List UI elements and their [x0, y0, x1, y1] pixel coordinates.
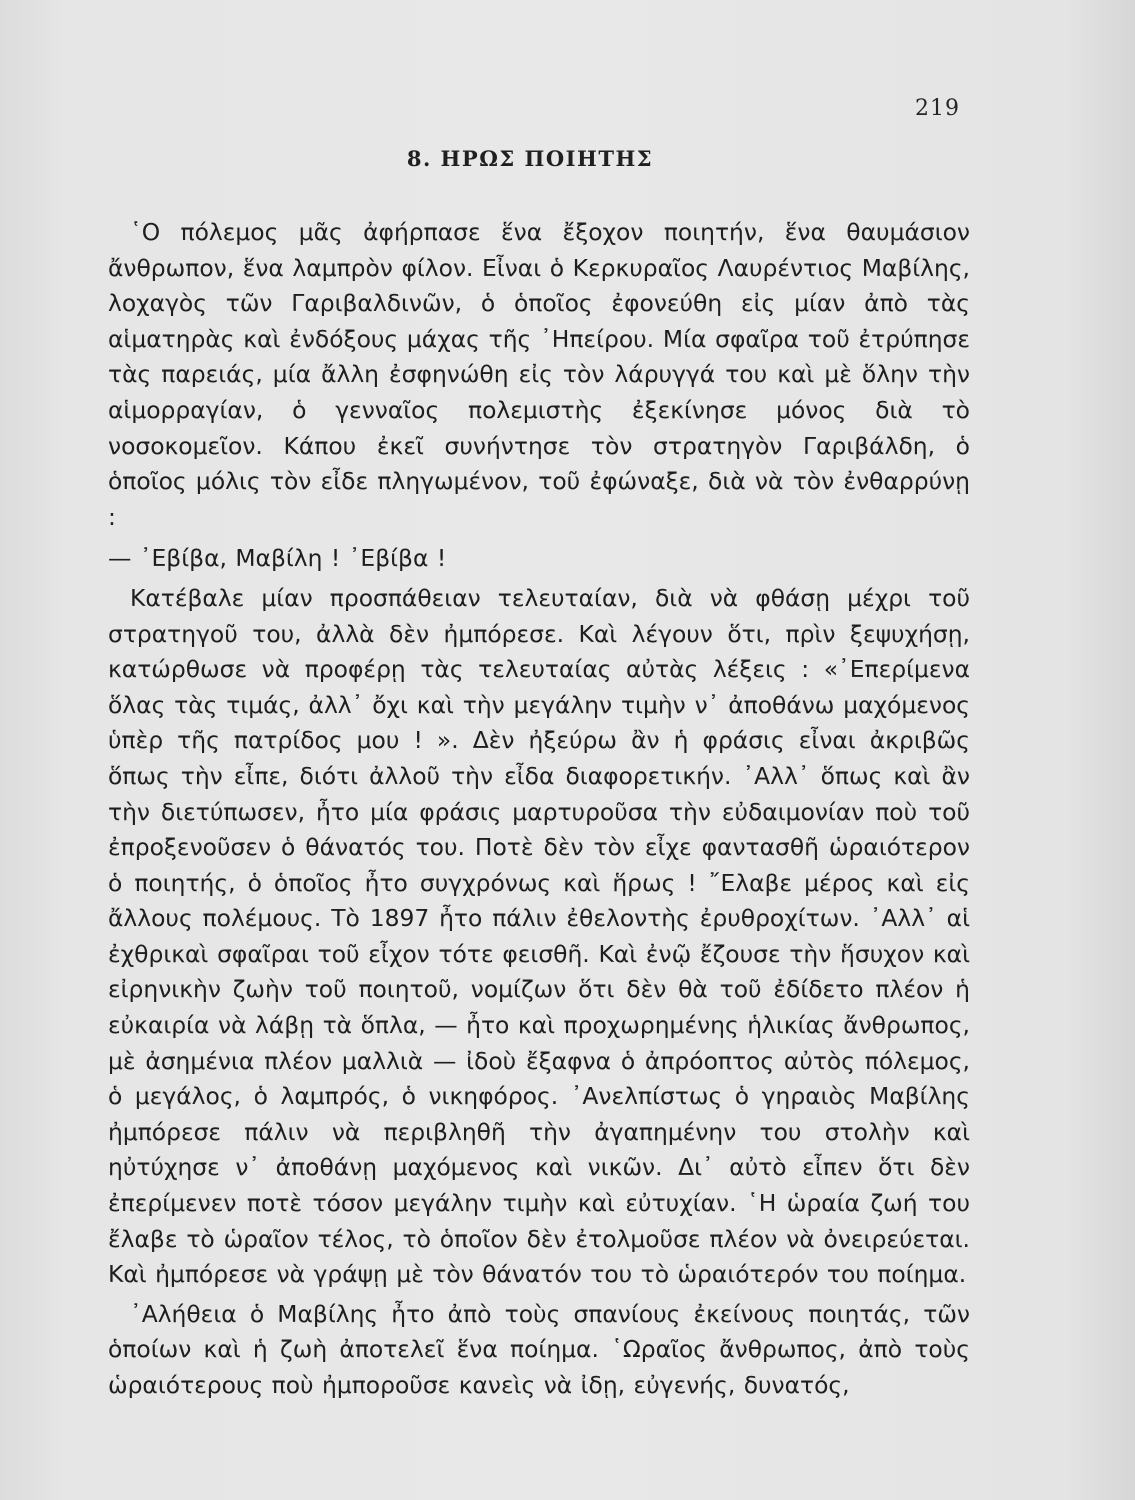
page-number: 219	[915, 96, 960, 121]
paragraph-3: ᾿Αλήθεια ὁ Μαβίλης ἦτο ἀπὸ τοὺς σπανίους ἐκείνους ποιητάς, τῶν ὁποίων καὶ ἡ ζωὴ ἀποτελεῖ ἕνα ποίημα. ῾Ωραῖος ἄνθρωπος, ἀπὸ τοὺς ὡραιότερους ποὺ ἠμποροῦσε κανεὶς νὰ ἰδῃ, εὐγενής, δυνατός,	[108, 1299, 970, 1399]
paragraph-1: ῾Ο πόλεμος μᾶς ἀφήρπασε ἕνα ἔξοχον ποιητήν, ἕνα θαυμάσιον ἄνθρωπον, ἕνα λαμπρὸν φίλον. Εἶναι ὁ Κερκυραῖος Λαυρέντιος Μαβίλης, λοχαγὸς τῶν Γαριβαλδινῶν, ὁ ὁποῖος ἐφονεύθη εἰς μίαν ἀπὸ τὰς αἱματηρὰς καὶ ἐνδόξους μάχας τῆς ᾿Ηπείρου. Μία σφαῖρα τοῦ ἐτρύπησε τὰς παρειάς, μία ἄλλη ἐσφηνώθη εἰς τὸν λάρυγγά του καὶ μὲ ὅλην τὴν αἱμορραγίαν, ὁ γενναῖος πολεμιστὴς ἐξεκίνησε μόνος διὰ τὸ νοσοκομεῖον. Κάπου ἐκεῖ συνήντησε τὸν στρατηγὸν Γαριβάλδη, ὁ ὁποῖος μόλις τὸν εἶδε πληγωμένον, τοῦ ἐφώναξε, διὰ νὰ τὸν ἐνθαρρύνῃ :	[108, 218, 970, 531]
paragraph-2: Κατέβαλε μίαν προσπάθειαν τελευταίαν, διὰ νὰ φθάσῃ μέχρι τοῦ στρατηγοῦ του, ἀλλὰ δὲν ἠμπόρεσε. Καὶ λέγουν ὅτι, πρὶν ξεψυχήσῃ, κατώρθωσε νὰ προφέρῃ τὰς τελευταίας αὐτὰς λέξεις : «᾿Επερίμενα ὅλας τὰς τιμάς, ἀλλ᾿ ὄχι καὶ τὴν μεγάλην τιμὴν ν᾿ ἀποθάνω μαχόμενος ὑπὲρ τῆς πατρίδος μου ! ». Δὲν ἠξεύρω ἂν ἡ φράσις εἶναι ἀκριβῶς ὅπως τὴν εἶπε, διότι ἀλλοῦ τὴν εἶδα διαφορετικήν. ᾿Αλλ᾿ ὅπως καὶ ἂν τὴν διετύπωσεν, ἦτο μία φράσις μαρτυροῦσα τὴν εὐδαιμονίαν ποὺ τοῦ ἐπροξενοῦσεν ὁ θάνατός του. Ποτὲ δὲν τὸν εἶχε φαντασθῆ ὡραιότερον ὁ ποιητής, ὁ ὁποῖος ἦτο συγχρόνως καὶ ἥρως ! ῎Ελαβε μέρος καὶ εἰς ἄλλους πολέμους. Τὸ 1897 ἦτο πάλιν ἐθελοντὴς ἐρυθροχίτων. ᾿Αλλ᾿ αἱ ἐχθρικαὶ σφαῖραι τοῦ εἶχον τότε φεισθῆ. Καὶ ἐνῷ ἔζουσε τὴν ἥσυχον καὶ εἰρηνικὴν ζωὴν τοῦ ποιητοῦ, νομίζων ὅτι δὲν θὰ τοῦ ἐδίδετο πλέον ἡ εὐκαιρία νὰ λάβῃ τὰ ὅπλα, — ἦτο καὶ προχωρημένης ἡλικίας ἄνθρωπος, μὲ ἀσημένια πλέον μαλλιὰ — ἰδοὺ ἔξαφνα ὁ ἀπρόοπτος αὐτὸς πόλεμος, ὁ μεγάλος, ὁ λαμπρός, ὁ νικηφόρος. ᾿Ανελπίστως ὁ γηραιὸς Μαβίλης ἠμπόρεσε πάλιν νὰ περιβληθῆ τὴν ἀγαπημένην του στολὴν καὶ ηὐτύχησε ν᾿ ἀποθάνῃ μαχόμενος καὶ νικῶν. Δι᾿ αὐτὸ εἶπεν ὅτι δὲν ἐπερίμενεν ποτὲ τόσον μεγάλην τιμὴν καὶ εὐτυχίαν. ῾Η ὡραία ζωή του ἔλαβε τὸ ὡραῖον τέλος, τὸ ὁποῖον δὲν ἐτολμοῦσε πλέον νὰ ὀνειρεύεται. Καὶ ἠμπόρεσε νὰ γράψῃ μὲ τὸν θάνατόν του τὸ ὡραιότερόν του ποίημα.	[108, 583, 970, 1289]
paragraph-exclamation: — ᾿Εβίβα, Μαβίλη ! ᾿Εβίβα !	[108, 544, 447, 573]
body-text	[108, 215, 970, 1404]
chapter-title: 8. ΗΡΩΣ ΠΟΙΗΤΗΣ	[406, 146, 654, 171]
